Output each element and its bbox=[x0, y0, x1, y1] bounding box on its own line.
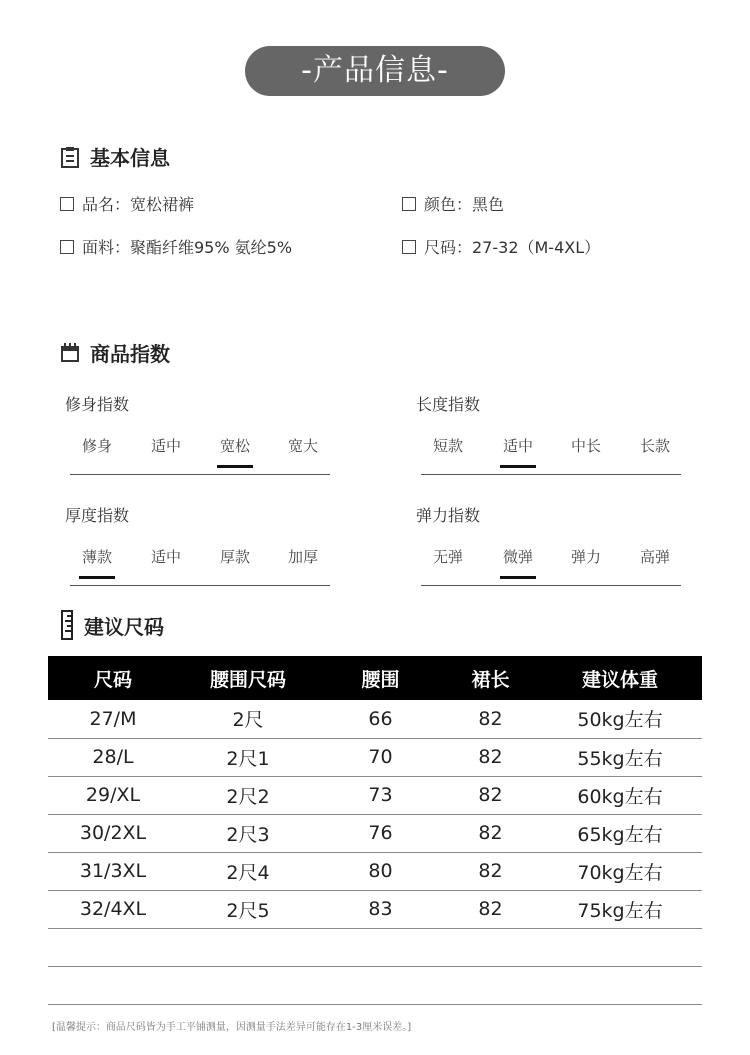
clipboard-icon bbox=[60, 146, 80, 168]
size-table bbox=[48, 656, 702, 1005]
index-option: 弹力 bbox=[570, 548, 601, 566]
column-header: 建议体重 bbox=[538, 656, 702, 700]
checkbox-icon bbox=[402, 197, 416, 211]
table-row: 32/4XL 2尺5 83 82 75kg左右 bbox=[48, 890, 702, 928]
table-header-row bbox=[48, 656, 702, 700]
index-option: 短款 bbox=[432, 437, 463, 455]
info-item-color: 颜色：黑色 bbox=[402, 192, 504, 215]
index-group-fit: 修身指数 修身 适中 宽松 宽大 bbox=[70, 392, 330, 475]
index-option-selected: 宽松 bbox=[205, 435, 265, 456]
table-row: 31/3XL 2尺4 80 82 70kg左右 bbox=[48, 852, 702, 890]
info-item-name: 品名：宽松裙裤 bbox=[60, 192, 194, 215]
index-heading: 商品指数 bbox=[60, 338, 170, 367]
index-group-elasticity: 弹力指数 无弹 微弹 弹力 高弹 bbox=[421, 503, 681, 586]
index-option: 适中 bbox=[150, 437, 181, 455]
info-item-fabric: 面料：聚酯纤维95% 氨纶5% bbox=[60, 235, 292, 258]
table-row: 30/2XL 2尺3 76 82 65kg左右 bbox=[48, 814, 702, 852]
column-header: 尺码 bbox=[48, 656, 178, 700]
index-option: 中长 bbox=[570, 437, 601, 455]
index-option-selected: 适中 bbox=[488, 435, 548, 456]
column-header: 裙长 bbox=[443, 656, 538, 700]
basic-info-heading: 基本信息 bbox=[60, 142, 170, 171]
table-row: 29/XL 2尺2 73 82 60kg左右 bbox=[48, 776, 702, 814]
checkbox-icon bbox=[60, 240, 74, 254]
index-option: 修身 bbox=[81, 437, 112, 455]
table-row-empty bbox=[48, 928, 702, 966]
column-header: 腰围 bbox=[318, 656, 443, 700]
checkbox-icon bbox=[60, 197, 74, 211]
index-option: 厚款 bbox=[219, 548, 250, 566]
index-group-thickness: 厚度指数 薄款 适中 厚款 加厚 bbox=[70, 503, 330, 586]
index-option: 宽大 bbox=[287, 437, 318, 455]
index-option: 加厚 bbox=[287, 548, 318, 566]
page-title: -产品信息- bbox=[245, 46, 505, 96]
index-option: 无弹 bbox=[432, 548, 463, 566]
index-option: 适中 bbox=[150, 548, 181, 566]
index-option: 长款 bbox=[639, 437, 670, 455]
calendar-icon bbox=[60, 343, 80, 363]
table-row-empty bbox=[48, 966, 702, 1004]
info-item-size: 尺码：27-32（M-4XL） bbox=[402, 235, 600, 258]
size-heading: 建议尺码 bbox=[60, 610, 164, 640]
checkbox-icon bbox=[402, 240, 416, 254]
index-group-length: 长度指数 短款 适中 中长 长款 bbox=[421, 392, 681, 475]
index-option-selected: 微弹 bbox=[488, 546, 548, 567]
table-row: 27/M 2尺 66 82 50kg左右 bbox=[48, 700, 702, 738]
index-option: 高弹 bbox=[639, 548, 670, 566]
column-header: 腰围尺码 bbox=[178, 656, 318, 700]
measurement-note: [温馨提示：商品尺码皆为手工平铺测量，因测量手法差异可能存在1-3厘米误差。] bbox=[52, 1022, 412, 1033]
ruler-icon bbox=[60, 610, 74, 640]
table-row: 28/L 2尺1 70 82 55kg左右 bbox=[48, 738, 702, 776]
index-option-selected: 薄款 bbox=[67, 546, 127, 567]
